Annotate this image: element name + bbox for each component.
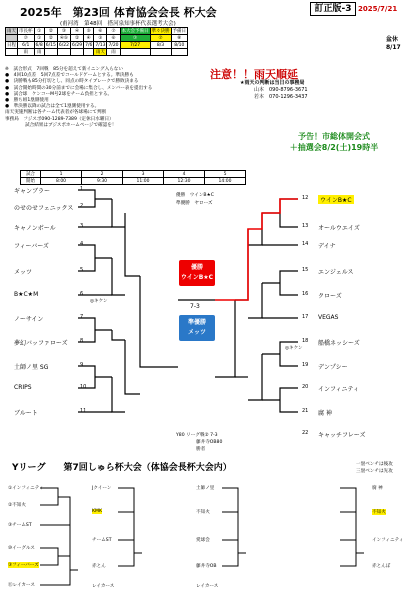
team-left-6: B★C★M [14, 291, 39, 298]
schedule-cell: 6/1 [18, 42, 35, 49]
schedule-cell: 市長杯 [19, 29, 33, 34]
y-team: Jクイーン [92, 486, 112, 491]
y-team: ②不知火 [8, 503, 26, 508]
team-right-7: 船橋ネッシーズ [318, 340, 360, 347]
seed-number: 17 [302, 314, 309, 320]
team-right-3: デイナ [318, 243, 336, 250]
seed-number: 1 [80, 186, 84, 192]
schedule-cell: ④ [70, 28, 83, 35]
legend-runner-up: 準優勝 ヤローズ [176, 201, 213, 206]
y-team: インフィニティ [372, 538, 404, 543]
schedule-cell: 雨 [107, 49, 120, 56]
champion-badge: 優勝 ウインB★C [179, 260, 215, 286]
seed-number: 22 [302, 430, 309, 436]
y-team: ⑩イーグルス [8, 546, 35, 551]
y-team: 腐 神 [372, 486, 383, 491]
forfeit-right: ◎キケン [285, 346, 303, 351]
schedule-cell: ④⑤ [57, 35, 70, 42]
schedule-cell: ⑦ [107, 28, 120, 35]
team-left-11: ブルート [14, 410, 38, 417]
y-team: レイカース [92, 584, 115, 589]
rain-caution: 注意！！雨天順延 [210, 68, 298, 81]
legend-champion: 優勝 ウインB★C [176, 193, 214, 198]
y-team: レイカース [196, 584, 219, 589]
date-label: 2025/7/21 [358, 5, 398, 13]
team-right-11: キャッチフレーズ [318, 432, 366, 439]
y-team: ③フィーバーズ [8, 563, 39, 568]
seed-number: 3 [80, 223, 84, 229]
team-right-2: オールウエイズ [318, 225, 360, 232]
forfeit-left: ◎キケン [90, 299, 108, 304]
seed-number: 4 [80, 241, 84, 247]
y-team: 赤とんぼ [372, 564, 391, 569]
y-team: 不知火 [372, 510, 386, 515]
team-left-9: 土師ノ里 SG [14, 364, 49, 371]
seed-number: 7 [80, 314, 84, 320]
schedule-cell: ⑦ [18, 35, 35, 42]
seed-number: 5 [80, 267, 84, 273]
seed-number: 13 [302, 223, 309, 229]
schedule-cell: 雨天 [94, 49, 107, 56]
schedule-cell: 予備日 [172, 29, 187, 34]
schedule-cell: 雨 [18, 49, 35, 56]
team-right-1: ウインB★C [320, 197, 352, 204]
team-right-6: VEGAS [318, 314, 339, 321]
team-left-4: フィーバーズ [14, 243, 49, 250]
team-left-2: のせのせフェニックス [14, 205, 74, 212]
y-team: 藤井寺OB [196, 564, 217, 569]
seed-number: 15 [302, 267, 309, 273]
schedule-cell: ③ [57, 28, 70, 35]
team-right-9: インフィニティ [318, 386, 360, 393]
schedule-cell: 8/3 [150, 42, 171, 49]
schedule-cell: ⑦ [150, 35, 171, 42]
seed-number: 16 [302, 291, 309, 297]
y-team: ③チームST [8, 523, 32, 528]
team-left-7: ノーサイン [14, 316, 44, 323]
schedule-cell: 雨 [34, 49, 44, 56]
schedule-cell: ② [44, 35, 57, 42]
seed-number: 19 [302, 362, 309, 368]
schedule-cell: 日程 [7, 43, 16, 48]
team-right-5: クローズ [318, 293, 342, 300]
schedule-cell: 6/8 [35, 42, 43, 48]
seed-number: 12 [302, 195, 309, 201]
team-right-4: エンジェルス [318, 269, 354, 276]
schedule-cell: ④ [84, 35, 94, 42]
schedule-cell: 準々決勝 [151, 29, 170, 34]
final-score: 7-3 [190, 303, 200, 310]
schedule-cell: ⑤ [84, 28, 94, 35]
y-team: 愛球会 [196, 538, 210, 543]
game-times-table: 試合 1 2 3 4 5 開始 8:00 9:30 11:00 12:30 14:00 [20, 170, 246, 185]
schedule-cell: 7/6 [85, 42, 93, 48]
schedule-cell: ① [34, 35, 44, 42]
schedule-cell: ⑦ [120, 35, 150, 42]
schedule-cell: 本大会予備日 [121, 29, 149, 34]
schedule-cell: 7/27 [120, 42, 150, 49]
subtitle: (甫河湾 第48回 搭河泉知事杯代表選考大会) [60, 21, 176, 27]
y-team: チームST [92, 538, 112, 543]
rest-note: 盆休 8/17 [386, 36, 401, 51]
page-title: 2025年 第23回 体育協会会長 杯大会 [20, 6, 217, 19]
y-team: 土師ノ里 [196, 486, 215, 491]
schedule-cell: 6/22 [58, 42, 69, 48]
team-left-10: CRIPS [14, 384, 32, 391]
schedule-cell: ① [34, 28, 44, 35]
y-league-footer: Y80 リーグ戦② 7-3 [176, 433, 218, 438]
team-left-1: ギャンブラー [14, 188, 51, 195]
schedule-cell: ② [70, 35, 83, 42]
schedule-cell: 7/13 [95, 42, 106, 48]
seed-number: 10 [80, 384, 87, 390]
team-right-8: デンプシー [318, 364, 348, 371]
y-team: 赤とん [92, 564, 106, 569]
team-left-8: 夢幻バッファローズ [14, 340, 68, 347]
schedule-cell: ⑥ [107, 35, 120, 42]
schedule-cell: 雨天 [7, 29, 16, 34]
runner-up-badge: 準優勝 メッツ [179, 315, 215, 341]
seed-number: 9 [80, 362, 84, 368]
y-league-footer-2: 藤井寺OB80 [196, 440, 223, 445]
team-left-5: メッツ [14, 269, 33, 276]
contact-info: ★雨天の判断は当日の事務局 山本 090-8796-3671 若本 070-1296-3437 [240, 80, 308, 100]
seed-number: 6 [80, 291, 84, 297]
seed-number: 2 [80, 203, 84, 209]
schedule-cell: ⑧ [171, 35, 188, 42]
schedule-cell: ② [44, 28, 57, 35]
seed-number: 8 [80, 338, 84, 344]
schedule-cell: 7/20 [108, 42, 119, 48]
y-team: ⑪レイカース [8, 583, 35, 588]
seed-number: 14 [302, 241, 309, 247]
y-team: ①インフィニティ [8, 486, 44, 491]
rules-notes: ※ 試合形式 7回戦 85分を超えて新イニング入らない ● 4回10点差 5回7点差でコールドゲームとする。準決勝も ● 決勝戦も85分打切とし、同点の時タイブレークで勝敗決まる ● 試合開始時間の30分前までに会場に集合し、メンバー表を提出する ● 試合球 ケンコーM号2球をチーム負担とする。 ● 勝ち組1塁側使用 ● 準決勝以降の試合は全て1塁側使用する。 雨天実施判断は各チーム代表者が各球場にて判断 事務局 フジスポ090-1289-7389（定休日水曜日） 試合結果はブジスポホームページで確認を！ [5, 67, 153, 128]
y-league-title: Yリーグ 第7回しゅら杯大会（体協会長杯大会内） [12, 463, 232, 473]
seed-number: 20 [302, 384, 309, 390]
schedule-cell: ⑤ [94, 35, 107, 42]
announcement: 予告！市総体開会式 ＋抽選会8/2(土)19時半 [268, 131, 400, 158]
schedule-cell: 8/10 [171, 42, 188, 49]
schedule-cell: 6/15 [45, 42, 56, 48]
seed-number: 21 [302, 408, 309, 414]
bench-note: 一塁ベンチは後攻 三塁ベンチは先攻 [356, 462, 393, 474]
team-left-3: キャノンボール [14, 225, 56, 232]
y-team: 不知火 [196, 510, 210, 515]
schedule-cell: ⑥ [94, 28, 107, 35]
team-right-10: 腐 神 [318, 410, 332, 417]
y-league-footer-3: 勝者 [196, 447, 206, 452]
revision-badge: 訂正版-3 [310, 2, 356, 16]
seed-number: 11 [80, 408, 87, 414]
schedule-cell: 6/29 [71, 42, 83, 48]
seed-number: 18 [302, 338, 309, 344]
y-team: KMK [92, 509, 102, 514]
